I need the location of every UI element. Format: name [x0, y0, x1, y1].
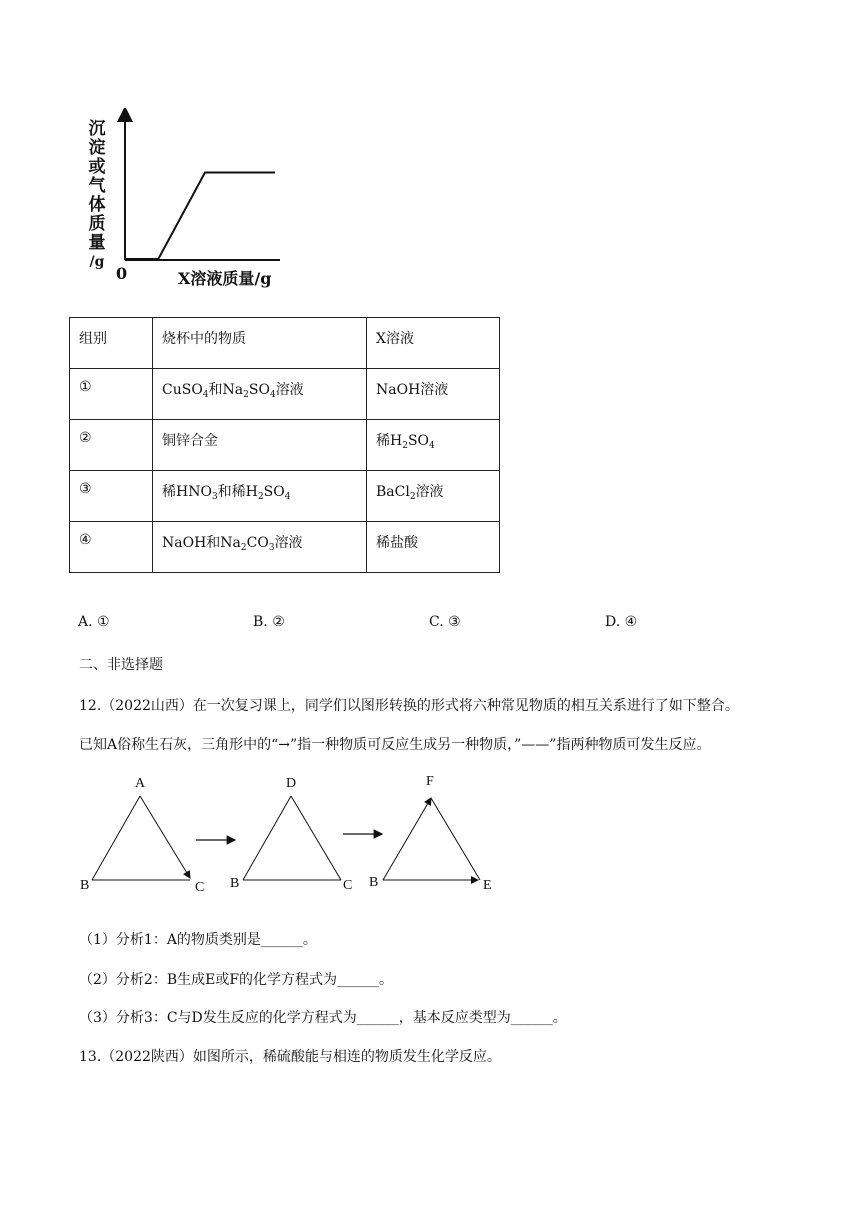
node-b: B — [80, 878, 90, 893]
node-c: C — [195, 880, 205, 895]
y-label-char: 沉 — [88, 119, 106, 139]
section-title: 二、非选择题 — [79, 657, 163, 673]
q12-stem-line1: 12.（2022山西）在一次复习课上，同学们以图形转换的形式将六种常见物质的相互关系进行了如下整合。 — [79, 698, 739, 714]
series-line — [125, 173, 275, 260]
table-row — [70, 522, 500, 573]
option-letter: A. — [78, 614, 93, 630]
edge-a-b — [92, 796, 140, 880]
node-c: C — [343, 878, 353, 893]
cell-group: ① — [70, 369, 153, 420]
table-header-row — [70, 318, 500, 369]
cell-beaker: NaOH和$Na_2CO_3$溶液 — [153, 522, 367, 573]
node-d: D — [286, 776, 297, 791]
cell-group: ③ — [70, 471, 153, 522]
option-c[interactable] — [429, 614, 461, 630]
edge-f-e — [431, 798, 480, 880]
q13-stem-line1: 13.（2022陕西）如图所示，稀硫酸能与相连的物质发生化学反应。 — [79, 1049, 501, 1065]
cell-x-solution: 稀盐酸 — [367, 522, 500, 573]
table-row — [70, 420, 500, 471]
experiment-table — [69, 317, 500, 573]
node-e: E — [483, 878, 492, 893]
x-axis-label: X溶液质量/g — [178, 269, 272, 288]
edge-a-c — [140, 796, 190, 878]
header-group: 组别 — [70, 318, 153, 369]
option-a[interactable] — [78, 614, 110, 630]
edge-d-c — [291, 796, 341, 880]
cell-group: ② — [70, 420, 153, 471]
node-b: B — [369, 875, 379, 890]
option-letter: C. — [429, 614, 444, 630]
q12-sub1: （1）分析1：A的物质类别是______。 — [79, 932, 317, 948]
header-x-solution: X溶液 — [367, 318, 500, 369]
option-value: ④ — [624, 614, 638, 630]
cell-x-solution: NaOH溶液 — [367, 369, 500, 420]
cell-beaker: 铜锌合金 — [153, 420, 367, 471]
origin-label: 0 — [116, 264, 128, 283]
triangle-diagrams — [0, 770, 860, 900]
y-label-char: 或 — [88, 157, 106, 177]
cell-x-solution: BaCl$_2$溶液 — [367, 471, 500, 522]
cell-beaker: 稀$HNO_3$和稀$H_2SO_4$ — [153, 471, 367, 522]
y-label-char: 气 — [88, 176, 106, 196]
option-value: ② — [272, 614, 285, 630]
y-label-unit: /g — [89, 254, 105, 270]
y-label-char: 淀 — [88, 138, 106, 158]
node-f: F — [426, 774, 434, 789]
option-value: ③ — [448, 614, 461, 630]
table-row — [70, 369, 500, 420]
precipitate-gas-mass-graph — [80, 108, 290, 293]
q12-stem-line2: 已知A俗称生石灰，三角形中的“→”指一种物质可反应生成另一种物质，”——”指两种物质可发生反应。 — [79, 737, 711, 753]
option-b[interactable] — [253, 614, 285, 630]
cell-group: ④ — [70, 522, 153, 573]
cell-beaker: CuSO$_4$和$Na_2SO_4$溶液 — [153, 369, 367, 420]
option-letter: B. — [253, 614, 268, 630]
header-beaker: 烧杯中的物质 — [153, 318, 367, 369]
cell-x-solution: 稀$H_2SO_4$ — [367, 420, 500, 471]
q12-sub3: （3）分析3：C与D发生反应的化学方程式为______，基本反应类型为______。 — [79, 1010, 567, 1026]
y-label-char: 体 — [88, 195, 106, 215]
q12-sub2: （2）分析2：B生成E或F的化学方程式为______。 — [79, 972, 394, 988]
node-b: B — [230, 876, 240, 891]
edge-d-b — [243, 796, 291, 880]
table-row — [70, 471, 500, 522]
node-a: A — [135, 776, 146, 791]
option-d[interactable] — [605, 614, 637, 630]
edge-b-f — [383, 798, 431, 880]
y-label-char: 质 — [88, 214, 106, 234]
option-value: ① — [97, 614, 110, 630]
y-label-char: 量 — [88, 233, 106, 253]
option-letter: D. — [605, 614, 621, 630]
